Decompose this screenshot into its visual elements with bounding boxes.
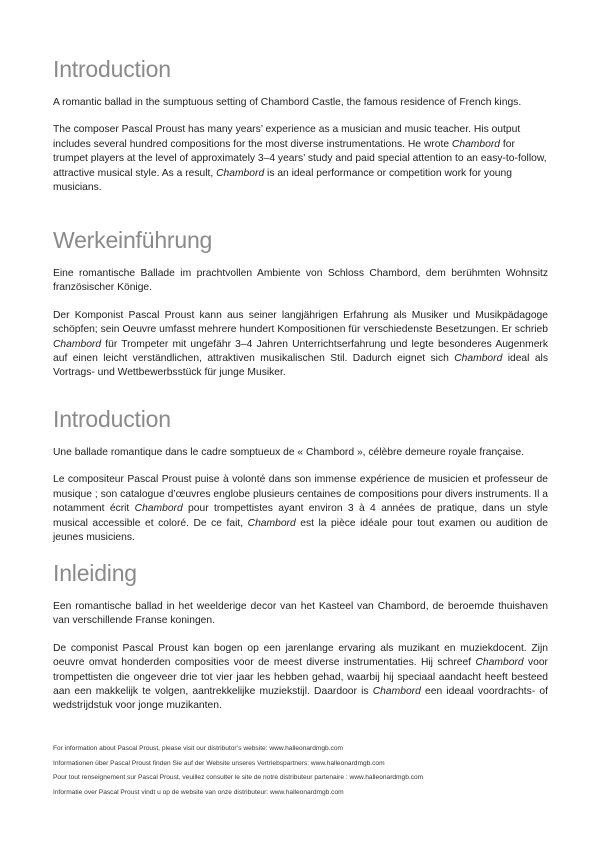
section-body-paragraph: [53, 473, 548, 545]
section-body-paragraph: [53, 309, 548, 381]
text-run: ideal als Vortrags- und Wettbewerbsstück für junge Musiker.: [53, 353, 548, 379]
text-run: est la pièce idéale pour tout examen ou audition de jeunes musiciens.: [53, 517, 548, 544]
text-run: The composer Pascal Proust has many years’ experience as a musician and music teacher. His output includes several hundred compositions for the most diverse instrumentations. He wrote: [53, 124, 521, 150]
text-run: für Trompeter mit ungefähr 3–4 Jahren Unterrichtserfahrung und legte besonderes Augenmerk auf einen leicht verständlichen, attraktiven musikalischen Stil. Dadurch eignet sich: [53, 338, 548, 365]
text-run: De componist Pascal Proust kan bogen op een jarenlange ervaring als muzikant en muziekdocent. Zijn oeuvre omvat honderden composities voor de meest diverse instrumentaties. Hij schreef: [53, 642, 548, 669]
section-intro-paragraph: A romantic ballad in the sumptuous setting of Chambord Castle, the famous residence of French kings.: [53, 97, 522, 108]
work-title-italic: Chambord: [372, 686, 421, 698]
section-german: [53, 225, 548, 382]
footer-line-french: Pour tout renseignement sur Pascal Proust, veuillez consulter le site de notre distributeur partenaire : www.halleonardmgb.com: [53, 774, 424, 782]
section-heading: Inleiding: [53, 560, 137, 586]
text-run: for trumpet players at the level of approximately 3–4 years’ study and paid special attention to an easy-to-follow, attractive musical style. As a result,: [53, 138, 547, 179]
section-intro-paragraph: Een romantische ballad in het weelderige decor van het Kasteel van Chambord, de beroemde thuishaven van verschillende Franse koningen.: [53, 601, 548, 627]
footer-notes: [53, 742, 553, 800]
work-title-italic: Chambord: [454, 353, 503, 365]
footer-line-dutch: Informatie over Pascal Proust vindt u op de website van onze distributeur: www.halleonardmgb.com: [53, 788, 344, 796]
section-body-paragraph: [53, 123, 548, 195]
text-run: Der Komponist Pascal Proust kann aus seiner langjährigen Erfahrung als Musiker und Musikpädagoge schöpfen; sein Oeuvre umfasst mehrere hundert Kompositionen für verschiedenste Besetzungen. Er schrieb: [53, 309, 548, 336]
text-run: Le compositeur Pascal Proust puise à volonté dans son immense expérience de musicien et professeur de musique ; son catalogue d’œuvres englobe plusieurs centaines de compositions pour divers instruments. Il a notamment écrit: [53, 474, 548, 515]
section-heading: Werkeinführung: [53, 227, 213, 253]
section-dutch: [53, 558, 548, 714]
work-title-italic: Chambord: [134, 503, 183, 515]
work-title-italic: Chambord: [53, 338, 102, 350]
footer-line-english: For information about Pascal Proust, please visit our distributor’s website: www.halleonardmgb.com: [53, 745, 344, 752]
section-english: [53, 54, 548, 200]
section-body-paragraph: [53, 642, 548, 714]
work-title-italic: Chambord: [247, 517, 296, 529]
section-intro-paragraph: Une ballade romantique dans le cadre somptueux de « Chambord », célèbre demeure royale française.: [53, 447, 525, 458]
section-heading: Introduction: [53, 406, 171, 432]
section-intro-paragraph: Eine romantische Ballade im prachtvollen Ambiente von Schloss Chambord, dem berühmten Wohnsitz französischer Könige.: [53, 268, 548, 294]
section-french: [53, 404, 549, 544]
text-run: een ideaal voordrachts- of wedstrijdstuk voor jonge muzikanten.: [53, 686, 549, 712]
section-heading: Introduction: [53, 56, 171, 82]
footer-line-german: Informationen über Pascal Proust finden Sie auf der Website unseres Vertriebspartners: www.halleonardmgb.com: [53, 759, 385, 767]
text-run: is an ideal performance or competition work for young musicians.: [53, 167, 512, 194]
work-title-italic: Chambord: [475, 657, 524, 669]
text-run: voor trompettisten die ongeveer drie tot vier jaar les hebben gehad, waarbij hij speciaal aandacht heeft besteed aan een makkelijk te volgen, aantrekkelijke muziekstijl. Daardoor is: [53, 657, 548, 698]
work-title-italic: Chambord: [216, 167, 265, 179]
text-run: pour trompettistes ayant environ 3 à 4 années de pratique, dans un style musical accessible et coloré. De ce fait,: [53, 503, 549, 529]
work-title-italic: Chambord: [451, 138, 500, 150]
